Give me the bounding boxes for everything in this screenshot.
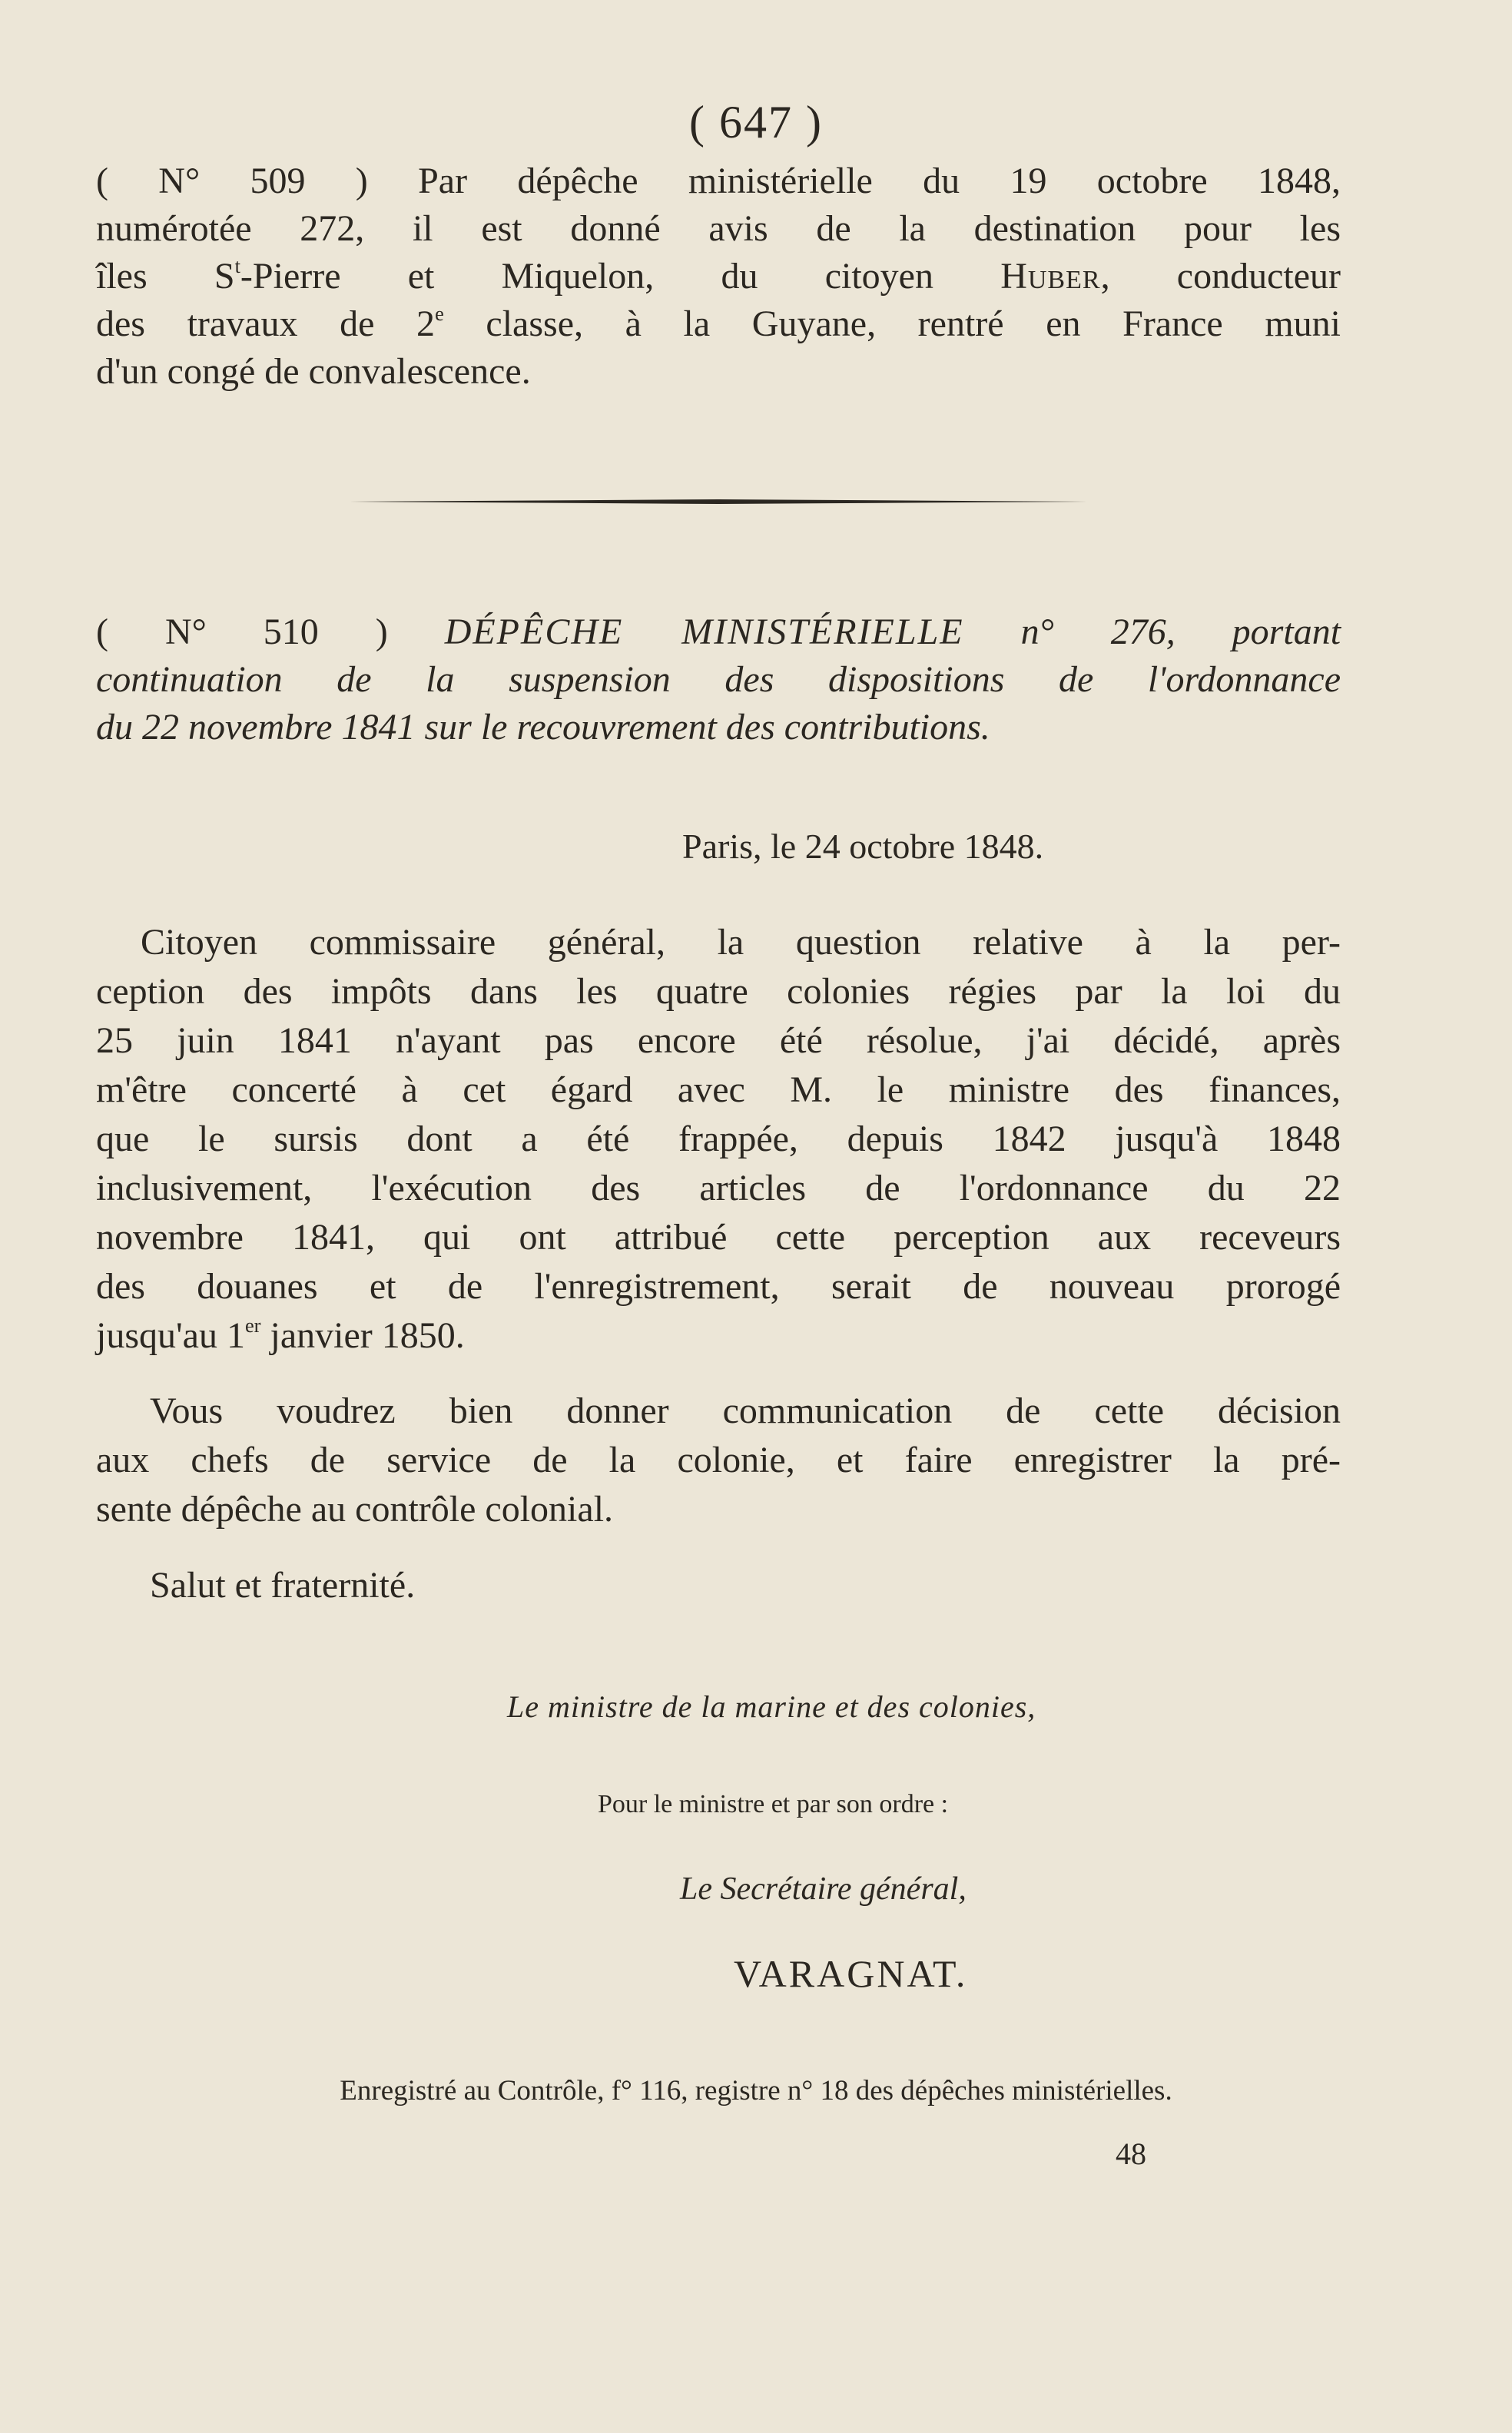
body-2-line-3: sente dépêche au contrôle colonial.	[96, 1489, 614, 1530]
body-1-line-3: 25 juin 1841 n'ayant pas encore été résolue, j'ai décidé, après	[96, 1020, 1341, 1061]
item-510-line-2: continuation de la suspension des dispositions de l'ordonnance	[96, 659, 1341, 700]
item-509-number: ( N° 509 )	[96, 161, 368, 201]
item-509-text-islands: îles S	[96, 256, 235, 297]
item-509-text-travaux: des travaux de 2	[96, 303, 436, 344]
item-509-sup-e: e	[435, 302, 444, 326]
body-1-line-4: m'être concerté à cet égard avec M. le ministre des finances,	[96, 1069, 1341, 1110]
body-1-line-2: ception des impôts dans les quatre colonies régies par la loi du	[96, 971, 1341, 1012]
item-509	[96, 157, 1341, 396]
item-510-title-rest: n° 276, portant	[1020, 612, 1341, 652]
signature-name: VARAGNAT.	[734, 1952, 968, 1995]
body-paragraph-2	[96, 1387, 1341, 1534]
item-509-line-5: d'un congé de convalescence.	[96, 351, 531, 392]
dateline: Paris, le 24 octobre 1848.	[682, 827, 1044, 866]
registration-note: Enregistré au Contrôle, f° 116, registre n° 18 des dépêches ministérielles.	[340, 2075, 1172, 2107]
body-1-line-6: inclusivement, l'exécution des articles de l'ordonnance du 22	[96, 1168, 1341, 1208]
item-509-sup-t: t	[234, 254, 240, 278]
item-510-title: DÉPÊCHE MINISTÉRIELLE	[444, 612, 964, 652]
body-1-line-1: Citoyen commissaire général, la question relative à la per-	[141, 922, 1341, 963]
item-509-text-conducteur: , conducteur	[1100, 256, 1341, 297]
signature-secretary: Le Secrétaire général,	[680, 1871, 967, 1907]
signature-by-order: Pour le ministre et par son ordre :	[598, 1790, 949, 1818]
signature-mark: 48	[1116, 2136, 1146, 2171]
body-1-line-8: des douanes et de l'enregistrement, serait de nouveau prorogé	[96, 1266, 1341, 1307]
body-paragraph-1	[96, 918, 1341, 1361]
body-1-line-5: que le sursis dont a été frappée, depuis 1842 jusqu'à 1848	[96, 1119, 1341, 1159]
closing-salutation: Salut et fraternité.	[150, 1565, 416, 1606]
body-1-line-7: novembre 1841, qui ont attribué cette perception aux receveurs	[96, 1217, 1341, 1258]
body-2-line-2: aux chefs de service de la colonie, et faire enregistrer la pré-	[96, 1440, 1341, 1480]
item-509-line-1: Par dépêche ministérielle du 19 octobre 1848,	[418, 161, 1341, 201]
body-1-line-9b: janvier 1850.	[260, 1315, 465, 1356]
body-2-line-1: Vous voudrez bien donner communication de cette décision	[150, 1391, 1341, 1431]
item-509-person-name: Huber	[1000, 256, 1101, 297]
item-509-line-2: numérotée 272, il est donné avis de la destination pour les	[96, 208, 1341, 249]
item-509-text-classe: classe, à la Guyane, rentré en France muni	[443, 303, 1341, 344]
body-1-sup-er: er	[244, 1314, 261, 1337]
item-510-line-3: du 22 novembre 1841 sur le recouvrement des contributions.	[96, 707, 990, 747]
item-510-heading	[96, 608, 1341, 751]
body-1-line-9a: jusqu'au 1	[96, 1315, 245, 1356]
separator-rule	[350, 499, 1087, 504]
signature-minister: Le ministre de la marine et des colonies,	[507, 1689, 1036, 1724]
item-509-text-miquelon: -Pierre et Miquelon, du citoyen	[240, 256, 933, 297]
item-510-number: ( N° 510 )	[96, 612, 388, 652]
page-number: ( 647 )	[689, 97, 823, 148]
